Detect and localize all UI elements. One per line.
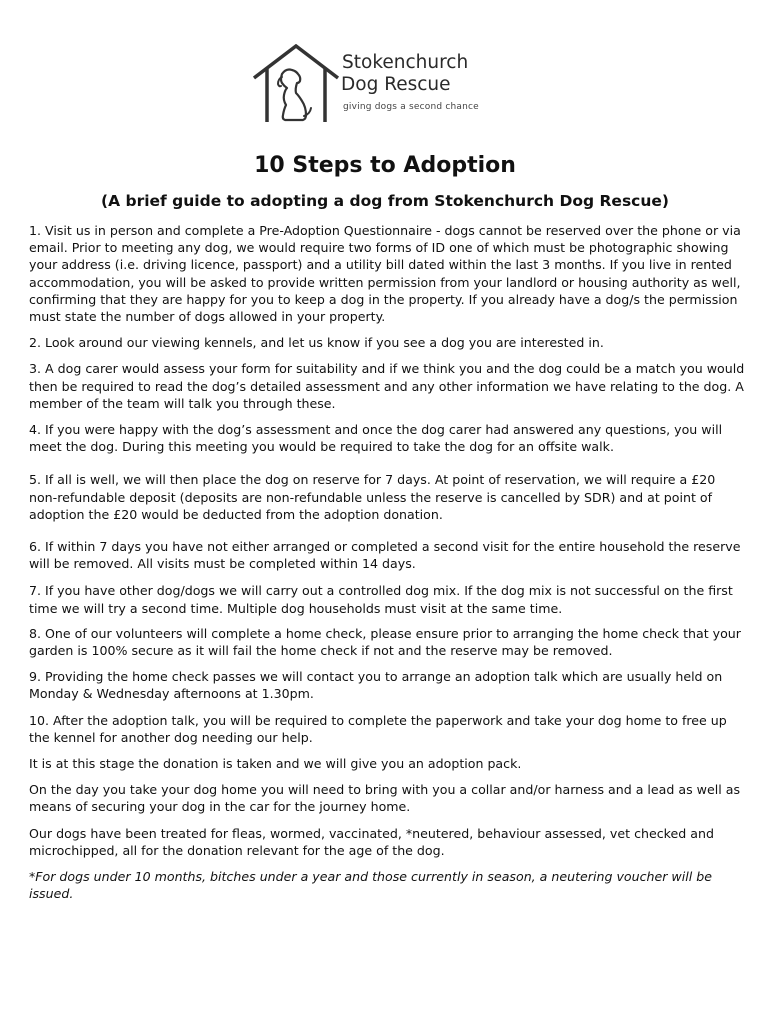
step-7-paragraph: 7. If you have other dog/dogs we will carry out a controlled dog mix. If the dog mix is not successful on the first time we will try a second time. Multiple dog households must visit at the same time. (29, 583, 733, 616)
logo (252, 44, 502, 124)
step-8-paragraph: 8. One of our volunteers will complete a home check, please ensure prior to arranging the home check that your garden is 100% secure as it will fail the home check if not and the reserve may be removed. (29, 625, 741, 659)
step-9-paragraph: 9. Providing the home check passes we will contact you to arrange an adoption talk which are usually held on Monday & Wednesday afternoons at 1.30pm. (29, 669, 723, 702)
treatment-note-paragraph: Our dogs have been treated for fleas, wormed, vaccinated, *neutered, behaviour assessed, vet checked and microchipped, all for the donation relevant for the age of the dog. (29, 825, 714, 858)
donation-note-paragraph: It is at this stage the donation is taken and we will give you an adoption pack. (29, 756, 522, 772)
step-2-paragraph: 2. Look around our viewing kennels, and let us know if you see a dog you are interested in. (29, 335, 604, 351)
step-5-paragraph: 5. If all is well, we will then place the dog on reserve for 7 days. At point of reservation, we will require a £20 non-refundable deposit (deposits are non-refundable unless the reserve is cancelled by SDR) and at point of adoption the £20 would be deducted from the adoption donation. (29, 472, 716, 522)
page-title: 10 Steps to Adoption (254, 153, 516, 178)
logo-name-line2: Dog Rescue (341, 74, 451, 95)
logo-name (342, 52, 468, 96)
house-dog-icon (252, 44, 342, 126)
page-subtitle: (A brief guide to adopting a dog from Stokenchurch Dog Rescue) (101, 192, 669, 210)
neutering-footnote: *For dogs under 10 months, bitches under a year and those currently in season, a neutering voucher will be issued. (29, 869, 712, 902)
step-10-paragraph: 10. After the adoption talk, you will be required to complete the paperwork and take your dog home to free up the kennel for another dog needing our help. (29, 712, 727, 745)
step-6-paragraph: 6. If within 7 days you have not either arranged or completed a second visit for the entire household the reserve will be removed. All visits must be completed within 14 days. (29, 539, 741, 572)
document-body (29, 222, 745, 903)
step-1-paragraph: 1. Visit us in person and complete a Pre-Adoption Questionnaire - dogs cannot be reserved over the phone or via email. Prior to meeting any dog, we would require two forms of ID one of which must be photographic showing your address (i.e. driving licence, passport) and a utility bill dated within the last 3 months. If you live in rented accommodation, you will be asked to provide written permission from your landlord or housing authority as well, confirming that they are happy for you to keep a dog in the property. If you already have a dog/s the permission must state the number of dogs allowed in your property. (29, 223, 741, 325)
logo-name-line1: Stokenchurch (342, 52, 469, 73)
logo-tagline: giving dogs a second chance (343, 102, 479, 112)
collar-note-paragraph: On the day you take your dog home you will need to bring with you a collar and/or harness and a lead as well as means of securing your dog in the car for the journey home. (29, 782, 740, 815)
step-3-paragraph: 3. A dog carer would assess your form for suitability and if we think you and the dog could be a match you would then be required to read the dog’s detailed assessment and any other information we have relating to the dog. A member of the team will talk you through these. (29, 361, 745, 411)
step-4-paragraph: 4. If you were happy with the dog’s assessment and once the dog carer had answered any questions, you will meet the dog. During this meeting you would be required to take the dog for an offsite walk. (29, 422, 723, 455)
